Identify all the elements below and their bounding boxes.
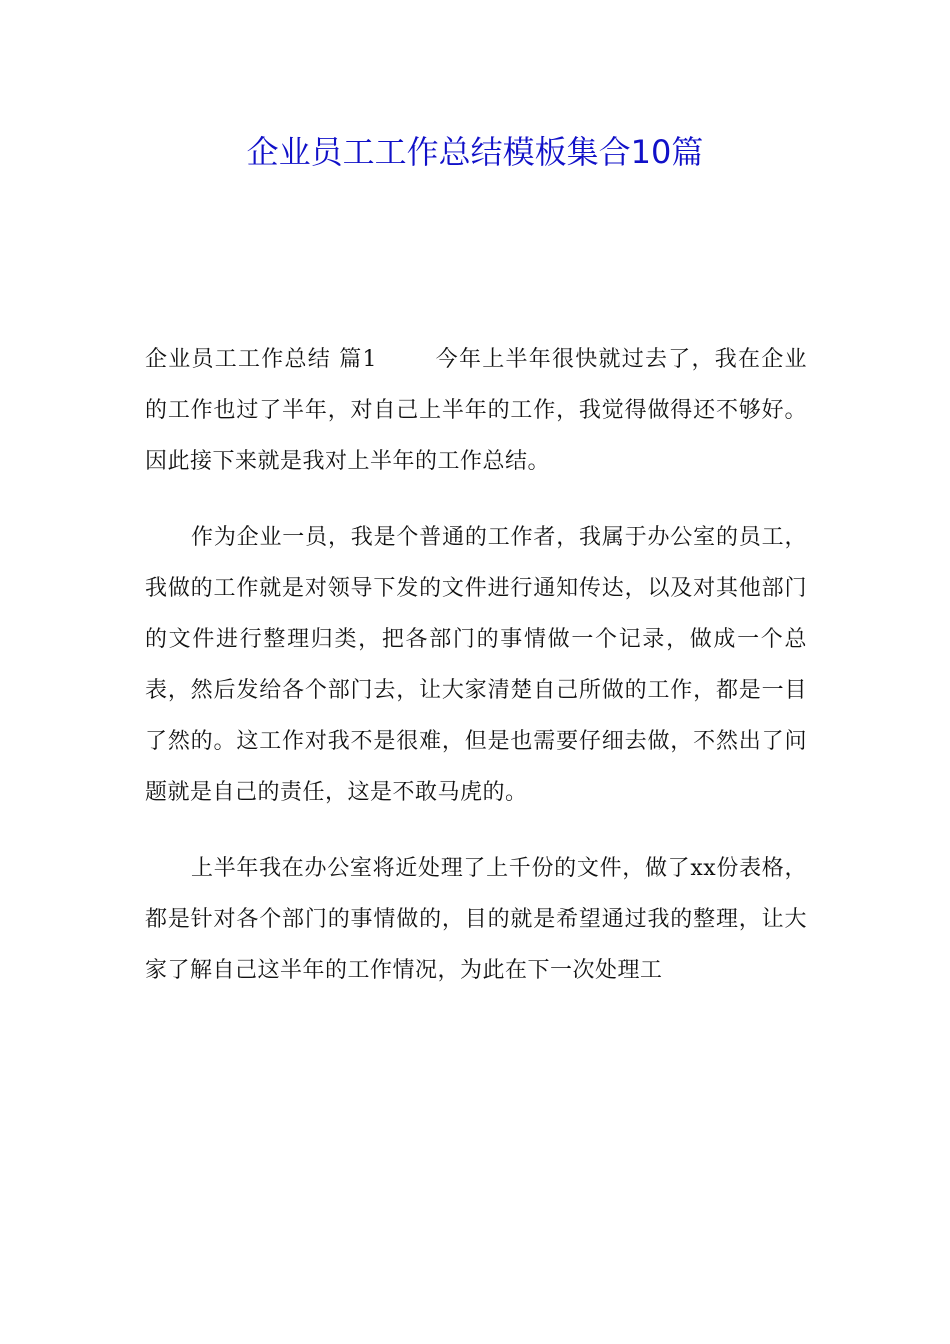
section-heading: 企业员工工作总结 篇1 <box>145 347 377 372</box>
paragraph-1 <box>145 334 807 487</box>
paragraph-1-text: 今年上半年很快就过去了，我在企业的工作也过了半年，对自己上半年的工作，我觉得做得还不够好。因此接下来就是我对上半年的工作总结。 <box>145 347 807 474</box>
paragraph-3: 上半年我在办公室将近处理了上千份的文件，做了xx份表格，都是针对各个部门的事情做的，目的就是希望通过我的整理，让大家了解自己这半年的工作情况，为此在下一次处理工 <box>145 856 807 983</box>
paragraph-2: 作为企业一员，我是个普通的工作者，我属于办公室的员工，我做的工作就是对领导下发的文件进行通知传达，以及对其他部门的文件进行整理归类，把各部门的事情做一个记录，做成一个总表，然后发给各个部门去，让大家清楚自己所做的工作，都是一目了然的。这工作对我不是很难，但是也需要仔细去做，不然出了问题就是自己的责任，这是不敢马虎的。 <box>145 525 807 805</box>
document-body <box>145 334 807 996</box>
document-title: 企业员工工作总结模板集合10篇 <box>246 133 704 171</box>
